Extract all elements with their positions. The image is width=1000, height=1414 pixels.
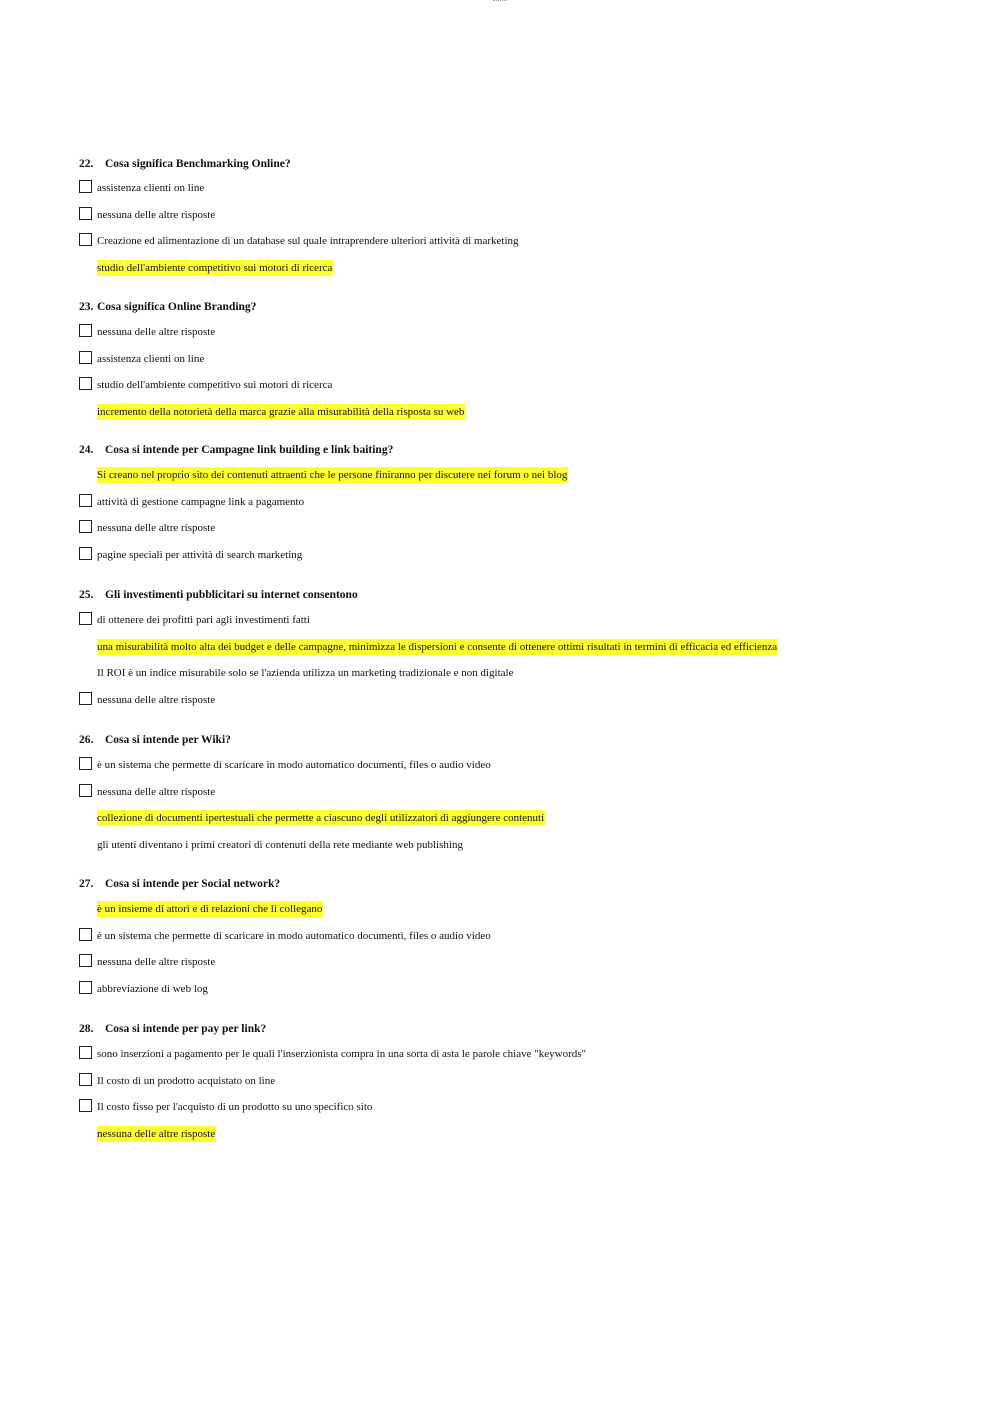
answer-text: nessuna delle altre risposte — [97, 693, 216, 706]
answer-checkbox[interactable] — [79, 520, 92, 533]
answer-checkbox[interactable] — [79, 981, 92, 994]
answer-option[interactable] — [79, 981, 939, 997]
answer-checkbox[interactable] — [79, 692, 92, 705]
answer-text: assistenza clienti on line — [97, 182, 205, 194]
answer-option[interactable] — [79, 180, 939, 196]
highlighted-answer-text: collezione di documenti ipertestuali che permette a ciascuno degli utilizzatori di aggiungere contenuti — [97, 812, 545, 824]
question-title — [79, 1022, 939, 1036]
question-number: 23. — [79, 301, 94, 313]
answer-option-correct — [79, 467, 939, 483]
answer-checkbox[interactable] — [79, 324, 92, 337]
answer-text: Il costo di un prodotto acquistato on line — [97, 1074, 276, 1087]
question-title — [79, 300, 939, 314]
answer-text: è un sistema che permette di scaricare in modo automatico documenti, files o audio video — [97, 929, 491, 942]
header-mark — [493, 0, 507, 3]
answer-checkbox[interactable] — [79, 757, 92, 770]
answer-option-correct — [79, 901, 939, 917]
answer-text: Il costo fisso per l'acquisto di un prodotto su uno specifico sito — [97, 1101, 373, 1113]
answer-option-correct — [79, 1126, 939, 1142]
question-24 — [79, 443, 939, 563]
answer-option — [79, 837, 939, 853]
answer-option-correct — [79, 260, 939, 276]
answer-option[interactable] — [79, 1099, 939, 1115]
question-27 — [79, 877, 939, 997]
answer-text: nessuna delle altre risposte — [97, 522, 216, 534]
answer-checkbox[interactable] — [79, 180, 92, 193]
highlighted-answer-text: incremento della notorietà della marca grazie alla misurabilità della risposta su web — [97, 405, 465, 418]
answer-text: è un sistema che permette di scaricare in modo automatico documenti, files o audio video — [97, 759, 491, 771]
answer-text: di ottenere dei profitti pari agli investimenti fatti — [97, 614, 310, 626]
question-text: Gli investimenti pubblicitari su internet consentono — [105, 589, 358, 601]
answer-checkbox[interactable] — [79, 928, 92, 941]
question-number: 27. — [79, 878, 94, 890]
answer-text: pagine speciali per attività di search marketing — [97, 548, 303, 561]
question-text: Cosa si intende per Social network? — [105, 878, 281, 890]
question-28 — [79, 1022, 939, 1142]
question-title — [79, 733, 939, 747]
answer-text: nessuna delle altre risposte — [97, 785, 216, 798]
answer-checkbox[interactable] — [79, 612, 92, 625]
answer-option[interactable] — [79, 494, 939, 510]
question-text: Cosa significa Online Branding? — [97, 301, 257, 313]
highlighted-answer-text: Si creano nel proprio sito dei contenuti attraenti che le persone finiranno per discutere nei forum o nei blog — [97, 469, 568, 481]
answer-option[interactable] — [79, 351, 939, 367]
answer-option[interactable] — [79, 692, 939, 708]
question-title — [79, 443, 939, 457]
answer-text: Creazione ed alimentazione di un database sul quale intraprendere ulteriori attività di marketing — [97, 235, 519, 247]
answer-option[interactable] — [79, 757, 939, 773]
question-text: Cosa si intende per pay per link? — [105, 1023, 267, 1035]
answer-option[interactable] — [79, 233, 939, 249]
answer-option[interactable] — [79, 784, 939, 800]
answer-option[interactable] — [79, 377, 939, 393]
answer-text: attività di gestione campagne link a pagamento — [97, 495, 305, 508]
question-number: 24. — [79, 444, 94, 456]
question-26 — [79, 733, 939, 853]
answer-option[interactable] — [79, 1046, 939, 1062]
answer-option[interactable] — [79, 520, 939, 536]
answer-text: nessuna delle altre risposte — [97, 208, 216, 221]
question-title — [79, 588, 939, 602]
answer-option[interactable] — [79, 612, 939, 628]
answer-checkbox[interactable] — [79, 954, 92, 967]
answer-checkbox[interactable] — [79, 547, 92, 560]
question-23 — [79, 300, 939, 420]
answer-option-correct — [79, 639, 939, 655]
answer-checkbox[interactable] — [79, 233, 92, 246]
answer-text: assistenza clienti on line — [97, 352, 205, 365]
answer-checkbox[interactable] — [79, 207, 92, 220]
highlighted-answer-text: studio dell'ambiente competitivo sui motori di ricerca — [97, 261, 333, 274]
question-text: Cosa si intende per Campagne link building e link baiting? — [105, 444, 394, 456]
highlighted-answer-text: nessuna delle altre risposte — [97, 1127, 216, 1140]
answer-text: studio dell'ambiente competitivo sui motori di ricerca — [97, 379, 333, 391]
answer-checkbox[interactable] — [79, 784, 92, 797]
answer-text: abbreviazione di web log — [97, 982, 208, 995]
answer-text: nessuna delle altre risposte — [97, 326, 216, 338]
answer-option[interactable] — [79, 547, 939, 563]
answer-option-correct — [79, 404, 939, 420]
question-number: 25. — [79, 589, 94, 601]
answer-text: sono inserzioni a pagamento per le quali l'inserzionista compra in una sorta di asta le parole chiave "keywords" — [97, 1048, 587, 1060]
answer-text: gli utenti diventano i primi creatori di contenuti della rete mediante web publishing — [97, 838, 463, 851]
question-title — [79, 157, 939, 171]
highlighted-answer-text: è un insieme di attori e di relazioni che li collegano — [97, 903, 323, 915]
question-number: 26. — [79, 734, 94, 746]
answer-checkbox[interactable] — [79, 1046, 92, 1059]
answer-option[interactable] — [79, 324, 939, 340]
question-text: Cosa si intende per Wiki? — [105, 734, 231, 746]
answer-text: nessuna delle altre risposte — [97, 956, 216, 968]
answer-checkbox[interactable] — [79, 377, 92, 390]
question-title — [79, 877, 939, 891]
answer-option[interactable] — [79, 954, 939, 970]
answer-option[interactable] — [79, 207, 939, 223]
answer-option[interactable] — [79, 1073, 939, 1089]
question-25 — [79, 588, 939, 708]
answer-checkbox[interactable] — [79, 351, 92, 364]
answer-option — [79, 665, 939, 681]
answer-checkbox[interactable] — [79, 494, 92, 507]
answer-option-correct — [79, 810, 939, 826]
highlighted-answer-text: una misurabilità molto alta dei budget e delle campagne, minimizza le dispersioni e consente di ottenere ottimi risultati in termini di efficacia ed efficienza — [97, 640, 778, 653]
answer-checkbox[interactable] — [79, 1073, 92, 1086]
answer-text: Il ROI è un indice misurabile solo se l'azienda utilizza un marketing tradizionale e non digitale — [97, 667, 514, 679]
answer-checkbox[interactable] — [79, 1099, 92, 1112]
question-22 — [79, 157, 939, 276]
question-number: 28. — [79, 1023, 94, 1035]
question-text: Cosa significa Benchmarking Online? — [105, 158, 291, 170]
question-number: 22. — [79, 158, 94, 170]
answer-option[interactable] — [79, 928, 939, 944]
